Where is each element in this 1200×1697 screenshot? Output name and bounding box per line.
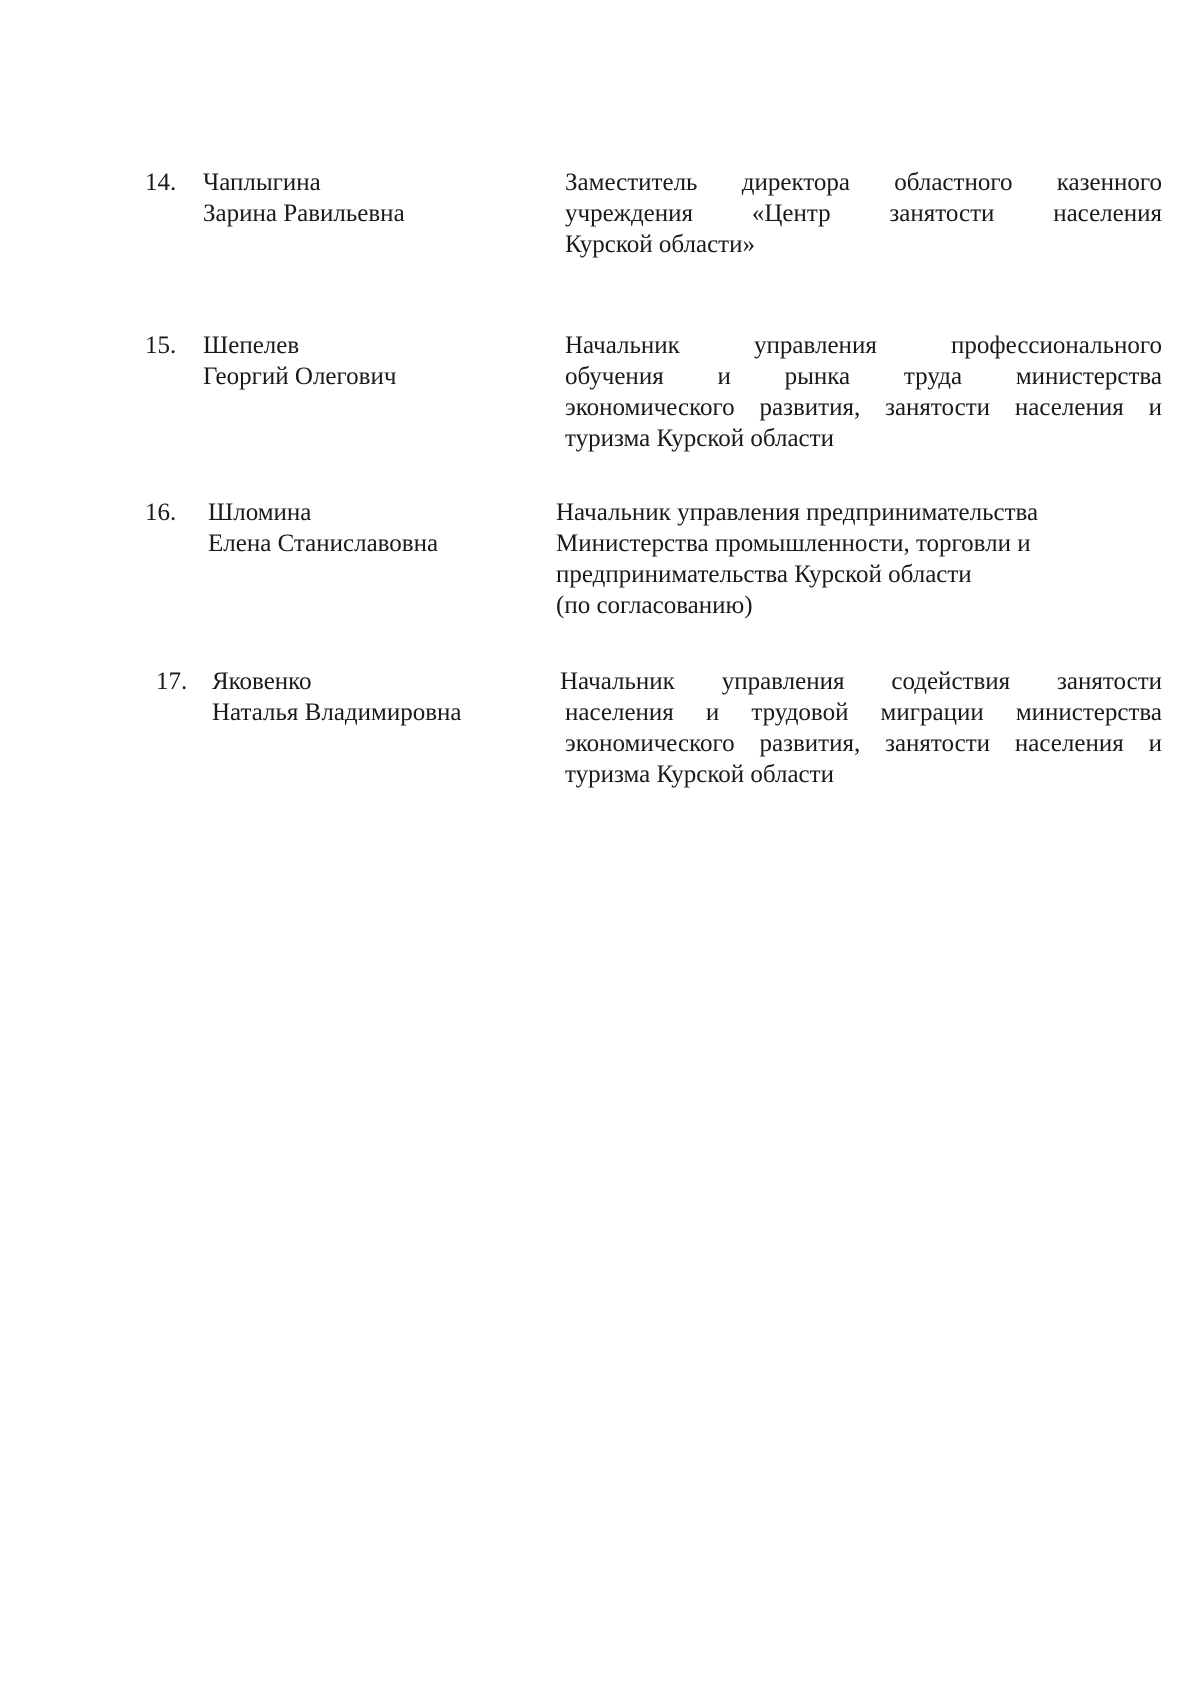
position-line: Начальник управления предпринимательства <box>556 499 1039 526</box>
member-given-names: Наталья Владимировна <box>212 699 462 726</box>
position-line: Начальник управления профессионального <box>565 332 1162 359</box>
member-number: 15. <box>145 332 177 359</box>
member-name <box>203 167 405 229</box>
position-line: предпринимательства Курской области <box>556 561 972 588</box>
member-position <box>565 167 1162 260</box>
member-surname: Чаплыгина <box>203 169 321 196</box>
position-line: экономического развития, занятости населения и <box>565 394 1162 421</box>
member-position <box>560 666 1162 790</box>
member-given-names: Зарина Равильевна <box>203 200 405 227</box>
member-surname: Шепелев <box>203 332 300 359</box>
member-number: 16. <box>145 499 177 526</box>
member-position <box>556 497 1156 621</box>
position-line: учреждения «Центр занятости населения <box>565 200 1162 227</box>
position-line: обучения и рынка труда министерства <box>565 363 1162 390</box>
position-line: Курской области» <box>565 231 755 258</box>
member-name <box>203 330 396 392</box>
member-position <box>565 330 1162 454</box>
member-name <box>212 666 462 728</box>
position-line: туризма Курской области <box>565 761 834 788</box>
position-line: Заместитель директора областного казенного <box>565 169 1162 196</box>
member-number: 17. <box>156 668 188 695</box>
member-name <box>208 497 438 559</box>
member-number: 14. <box>145 169 177 196</box>
position-line: населения и трудовой миграции министерства <box>565 699 1162 726</box>
member-given-names: Георгий Олегович <box>203 363 397 390</box>
member-given-names: Елена Станиславовна <box>208 530 439 557</box>
position-line: (по согласованию) <box>556 592 753 619</box>
position-line: Начальник управления содействия занятости <box>560 668 1162 695</box>
position-line: экономического развития, занятости населения и <box>565 730 1162 757</box>
member-surname: Яковенко <box>212 668 312 695</box>
position-line: Министерства промышленности, торговли и <box>556 530 1031 557</box>
position-line: туризма Курской области <box>565 425 834 452</box>
member-surname: Шломина <box>208 499 312 526</box>
